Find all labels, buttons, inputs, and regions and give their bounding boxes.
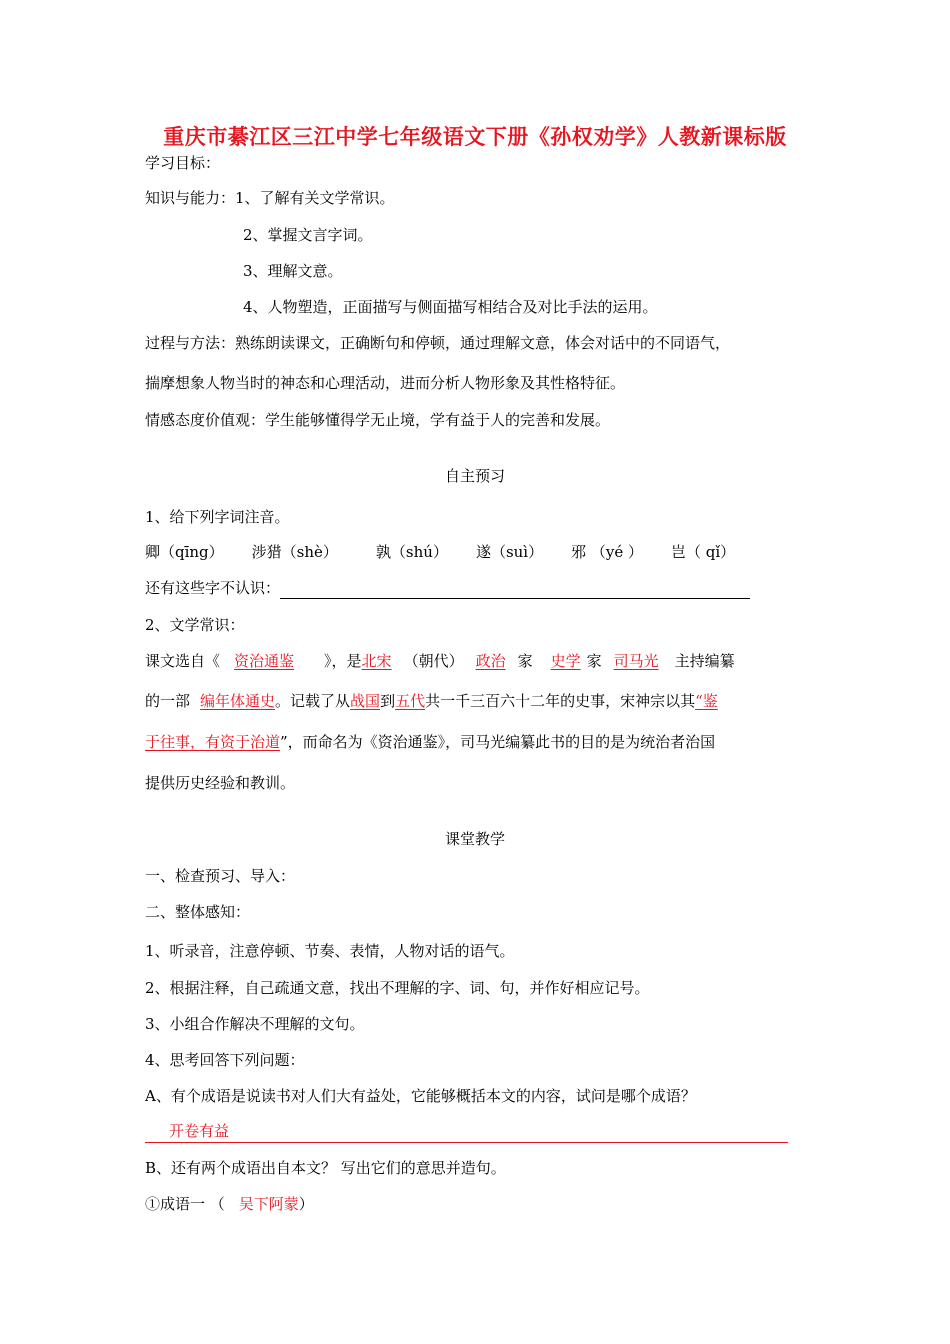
answer-author: 司马光 [613,652,659,670]
literature-line-3 [145,731,715,753]
emotion-objective: 情感态度价值观：学生能够懂得学无止境，学有益于人的完善和发展。 [145,411,611,429]
idiom-1-close-paren: ） [298,1195,314,1213]
preview-question-2: 2、文学常识： [145,616,245,634]
document-title: 重庆市綦江区三江中学七年级语文下册《孙权劝学》人教新课标版 [163,124,787,149]
answer-from-period: 战国 [350,692,381,710]
answer-politician: 政治 [475,652,506,670]
answer-chronicle-type: 编年体通史 [200,692,276,710]
knowledge-item-1: 1、了解有关文学常识。 [235,189,395,207]
lit-text: ”，而命名为《资治通鉴》，司马光编纂此书的目的是为统治者治国 [280,733,716,751]
class-teaching-heading: 课堂教学 [444,830,505,848]
lit-text: 主持编纂 [674,652,735,670]
pinyin-row [145,541,735,563]
question-b: B、还有两个成语出自本文？ 写出它们的意思并造句。 [145,1159,506,1177]
task-4: 4、思考回答下列问题： [145,1051,305,1069]
preview-question-1: 1、给下列字词注音。 [145,508,290,526]
process-method-line-2: 揣摩想象人物当时的神态和心理活动，进而分析人物形象及其性格特征。 [145,374,626,392]
task-3: 3、小组合作解决不理解的文句。 [145,1015,365,1033]
answer-historian: 史学 [550,652,581,670]
task-1: 1、听录音，注意停顿、节奏、表情，人物对话的语气。 [145,942,515,960]
objective-knowledge-1 [145,187,395,209]
lit-text: 的一部 [145,692,191,710]
literature-line-2 [145,690,718,712]
lit-text: 家 [586,652,602,670]
unknown-words-blank[interactable] [280,580,750,599]
answer-quote-end: 于往事，有资于治道 [145,733,281,751]
lit-text: （朝代） [403,652,464,670]
objectives-heading: 学习目标： [145,154,221,172]
answer-quote-start: “鉴 [695,692,718,710]
literature-line-1 [145,650,735,672]
task-2: 2、根据注释，自己疏通文意，找出不理解的字、词、句，并作好相应记号。 [145,979,650,997]
idiom-1-label: ①成语一 （ [145,1195,225,1213]
question-a-answer-line [145,1120,788,1143]
answer-book: 资治通鉴 [234,652,295,670]
pinyin-item: 遂（suì） [475,543,544,561]
section-overall-perception: 二、整体感知： [145,903,251,921]
section-check-preview: 一、检查预习、导入： [145,867,296,885]
pinyin-item: 卿（qīng） [145,543,224,561]
lit-text: 》，是 [324,652,362,670]
question-a-answer: 开卷有益 [145,1120,788,1143]
answer-dynasty: 北宋 [361,652,392,670]
preview-heading: 自主预习 [444,467,505,485]
knowledge-item-3: 3、理解文意。 [243,262,343,280]
lit-text: 课文选自《 [145,652,221,670]
unknown-words-label: 还有这些字不认识： [145,579,281,597]
process-method-line-1: 过程与方法：熟练朗读课文，正确断句和停顿，通过理解文意，体会对话中的不同语气， [145,334,731,352]
unknown-words-line [145,577,750,599]
pinyin-item: 岂（ qǐ） [671,543,736,561]
pinyin-item: 孰（shú） [375,543,448,561]
knowledge-label: 知识与能力： [145,189,236,207]
lit-text: 。记载了从 [275,692,351,710]
question-a: A、有个成语是说读书对人们大有益处，它能够概括本文的内容，试问是哪个成语？ [145,1087,696,1105]
idiom-1-answer: 吴下阿蒙 [238,1195,299,1213]
pinyin-item: 邪 （yé ） [571,543,643,561]
literature-line-4: 提供历史经验和教训。 [145,774,296,792]
lit-text: 家 [517,652,533,670]
lit-text: 共一千三百六十二年的史事，宋神宗以其 [425,692,696,710]
pinyin-item: 涉猎（shè） [251,543,338,561]
knowledge-item-2: 2、掌握文言字词。 [243,226,373,244]
lit-text: 到 [380,692,396,710]
idiom-1-line [145,1193,314,1215]
answer-to-period: 五代 [395,692,426,710]
knowledge-item-4: 4、人物塑造，正面描写与侧面描写相结合及对比手法的运用。 [243,298,658,316]
